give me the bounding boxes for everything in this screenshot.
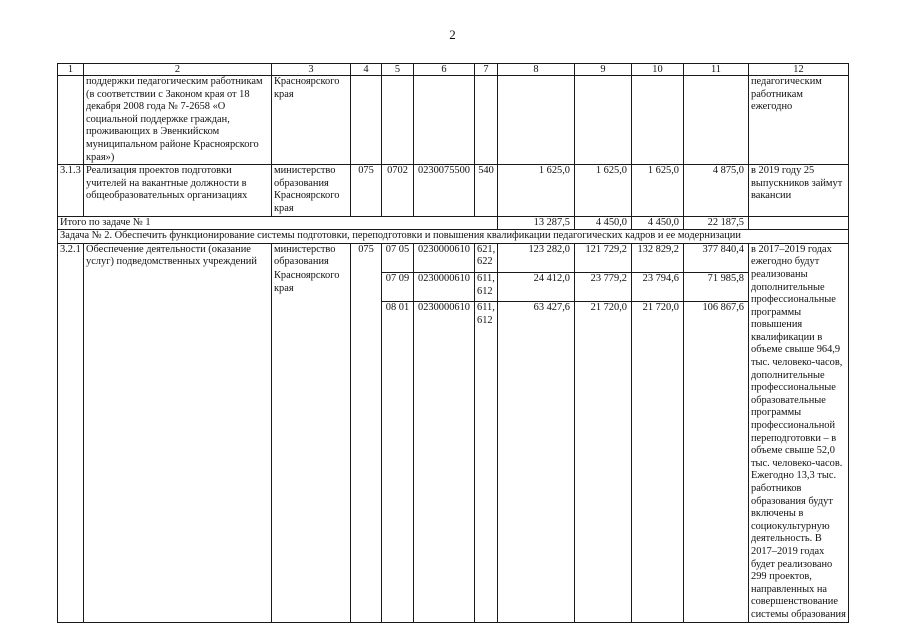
column-number: 5: [382, 64, 414, 76]
executor-line-2: Красноярского края: [274, 269, 340, 294]
column-number: 12: [749, 64, 849, 76]
amount-2017: 123 282,0: [498, 243, 575, 272]
amount-total: 4 875,0: [684, 165, 749, 216]
column-number: 9: [575, 64, 632, 76]
task-title: Задача № 2. Обеспечить функционирование системы подготовки, переподготовки и повышения квалификации педагогических кадров и ее модернизации: [58, 230, 849, 244]
column-number: 4: [351, 64, 382, 76]
subtotal-2017: 13 287,5: [498, 216, 575, 230]
expected-result: в 2019 году 25 выпускников займут вакансии: [749, 165, 849, 216]
rzpr-code: 08 01: [382, 302, 414, 622]
page-number: 2: [449, 27, 456, 42]
amount-2017: 24 412,0: [498, 273, 575, 302]
csr-code: 0230075500: [414, 165, 475, 216]
subtotal-label: Итого по задаче № 1: [58, 216, 498, 230]
csr-code: 0230000610: [414, 243, 475, 272]
program-table: [57, 63, 849, 623]
grbs-code: 075: [351, 165, 382, 216]
table-row-3-1-3: [58, 165, 849, 216]
amount-2018: 121 729,2: [575, 243, 632, 272]
amount-total: 106 867,6: [684, 302, 749, 622]
column-number: 10: [632, 64, 684, 76]
amount-2017: 63 427,6: [498, 302, 575, 622]
table-row-itogo: [58, 216, 849, 230]
amount-2019: 23 794,6: [632, 273, 684, 302]
row-id: 3.2.1: [58, 243, 84, 622]
subtotal-2018: 4 450,0: [575, 216, 632, 230]
column-number: 8: [498, 64, 575, 76]
column-number: 2: [84, 64, 272, 76]
table-row-3-2-1: [58, 243, 849, 272]
executor-line-1: министерство образования: [274, 243, 336, 268]
amount-total: 377 840,4: [684, 243, 749, 272]
column-number-row: [58, 64, 849, 76]
column-number: 6: [414, 64, 475, 76]
measure-name: Реализация проектов подготовки учителей на вакантные должности в общеобразовательных организациях: [84, 165, 272, 216]
vr-code: 611, 612: [475, 302, 498, 622]
table-row-continuation: [58, 76, 849, 165]
vr-code: 540: [475, 165, 498, 216]
rzpr-code: 07 09: [382, 273, 414, 302]
measure-name: поддержки педагогическим работникам (в соответствии с Законом края от 18 декабря 2008 года № 7-2658 «О социальной поддержке граждан, проживающих в Эвенкийском муниципальном районе Красноярского края»): [84, 76, 272, 165]
expected-result: педагогическим работникам ежегодно: [749, 76, 849, 165]
measure-name: Обеспечение деятельности (оказание услуг) подведомственных учреждений: [84, 243, 272, 622]
column-number: 7: [475, 64, 498, 76]
vr-code: 621, 622: [475, 243, 498, 272]
column-number: 3: [272, 64, 351, 76]
executor: Красноярского края: [272, 76, 351, 165]
executor: министерство образования Красноярского края: [272, 165, 351, 216]
amount-2018: 23 779,2: [575, 273, 632, 302]
amount-2019: 132 829,2: [632, 243, 684, 272]
amount-2019: 21 720,0: [632, 302, 684, 622]
column-number: 1: [58, 64, 84, 76]
grbs-code: 075: [351, 243, 382, 622]
row-id: 3.1.3: [58, 165, 84, 216]
amount-total: 71 985,8: [684, 273, 749, 302]
executor: [272, 243, 351, 622]
amount-2018: 21 720,0: [575, 302, 632, 622]
expected-result: в 2017–2019 годах ежегодно будут реализованы дополнительные профессиональные программы повышения квалификации в объеме свыше 964,9 тыс. человеко-часов, дополнительные профессиональные образовательные программы профессиональной переподготовки – в объеме свыше 52,0 тыс. человеко-часов. Ежегодно 13,3 тыс. работников образования будут включены в социокультурную деятельность. В 2017–2019 годах будет реализовано 299 проектов, направленных на совершенствование системы образования: [749, 243, 849, 622]
task-header-row: [58, 230, 849, 244]
rzpr-code: 07 05: [382, 243, 414, 272]
csr-code: 0230000610: [414, 273, 475, 302]
amount-2017: 1 625,0: [498, 165, 575, 216]
column-number: 11: [684, 64, 749, 76]
rzpr-code: 0702: [382, 165, 414, 216]
subtotal-total: 22 187,5: [684, 216, 749, 230]
amount-2018: 1 625,0: [575, 165, 632, 216]
vr-code: 611, 612: [475, 273, 498, 302]
amount-2019: 1 625,0: [632, 165, 684, 216]
subtotal-2019: 4 450,0: [632, 216, 684, 230]
csr-code: 0230000610: [414, 302, 475, 622]
